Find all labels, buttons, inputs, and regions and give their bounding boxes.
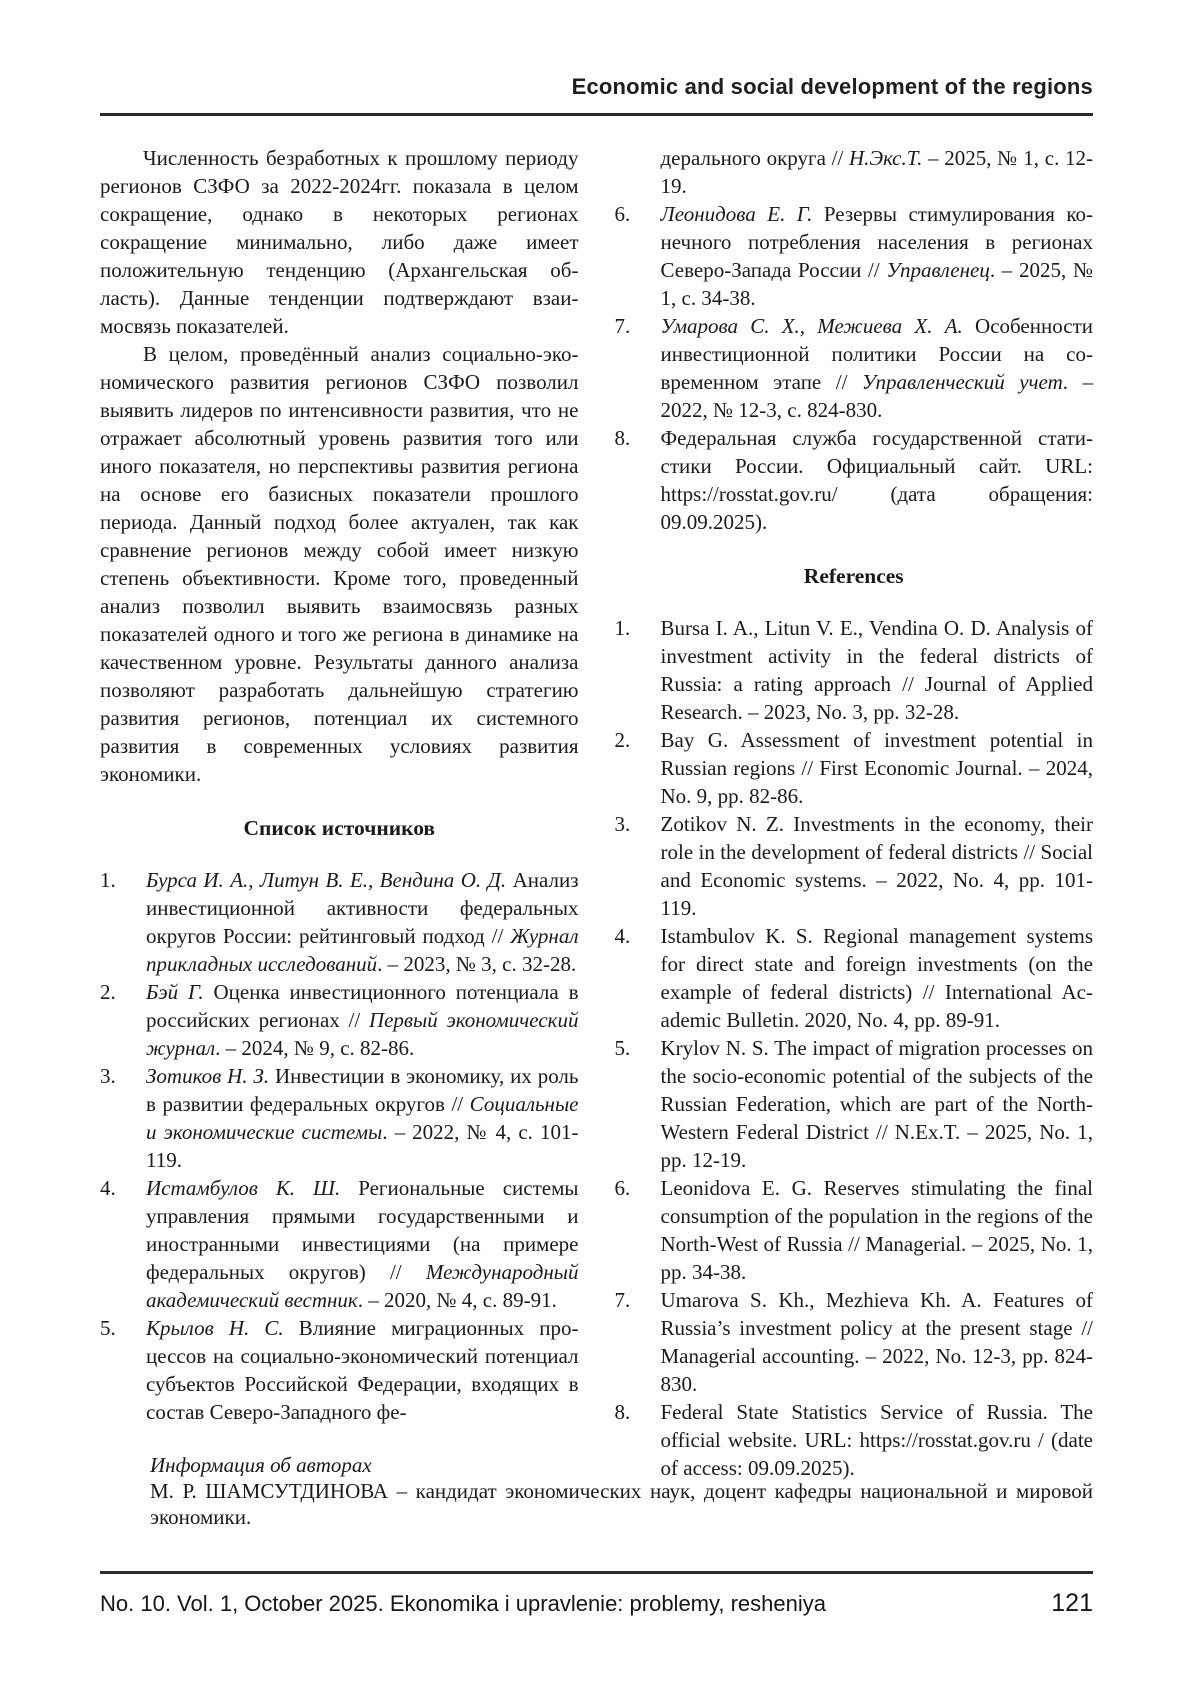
reference-text: [661, 810, 1094, 922]
reference-item: [615, 1174, 1094, 1286]
body-paragraph-2: В целом, проведённый анализ социально-экономического развития регионов СЗФО позволил выявить лидеров по интенсивности развития, что не отражает абсолютный уровень развития того или иного показателя, но перспективы развития региона на основе его базисных показатели прошлого периода. Данный подход более актуален, так как сравнение регионов между собой имеет низкую степень объективности. Кроме того, проведенный анализ позволил выявить взаимосвязь разных показателей одного и того же региона в динамике на качественном уровне. Результаты данного анализа позволяют разработать дальнейшую стратегию развития регионов, потенциал их системного развития в современных условиях развития экономики.: [100, 342, 579, 786]
text-run: Особенности инвестиционной политики России на современном этапе //: [660, 314, 1093, 394]
text-run: . – 2024, № 9, с. 82-86.: [215, 1036, 415, 1060]
page-footer: [100, 1571, 1093, 1618]
reference-number: 8.: [614, 426, 631, 450]
text-run: Резервы стимулирования конечного потребления населения в регионах Северо-Запада России //: [660, 202, 1093, 282]
reference-item: [615, 614, 1094, 726]
reference-number: 6.: [614, 1176, 631, 1200]
reference-text: [661, 614, 1094, 726]
authors-info-block: [150, 1452, 1093, 1530]
reference-text: [146, 1314, 579, 1426]
reference-item: [615, 810, 1094, 922]
reference-item: [615, 200, 1094, 312]
reference-item: [615, 922, 1094, 1034]
text-run: Leonidova E. G. Reserves stimulating the final consumption of the population in the regions of the North-West of Russia // Managerial. – 2025, No. 1, pp. 34-38.: [660, 1176, 1093, 1284]
italic-text-run: Управленческий учет: [861, 370, 1063, 394]
italic-text-run: Бэй Г.: [146, 980, 204, 1004]
italic-text-run: Крылов Н. С.: [146, 1316, 284, 1340]
journal-issue-line: No. 10. Vol. 1, October 2025. Ekonomika i upravlenie: problemy, resheniya: [100, 1591, 826, 1616]
text-run: дерального округа //: [660, 146, 849, 170]
reference-item: [100, 1062, 579, 1174]
reference-item: [615, 1034, 1094, 1174]
reference-item: [615, 1286, 1094, 1398]
text-run: . – 2025, № 1, с. 34-38.: [660, 258, 1093, 310]
reference-number: 4.: [614, 924, 631, 948]
text-run: Региональные системы управления прямыми государственными и иностранными инвестициями (на примере федеральных округов) //: [146, 1176, 579, 1284]
reference-number: 1.: [100, 868, 116, 892]
reference-number: 6.: [614, 202, 631, 226]
sources-ru-list: [100, 866, 579, 1426]
reference-number: 7.: [614, 1288, 631, 1312]
reference-number: 2.: [100, 980, 116, 1004]
reference-text: [146, 1174, 579, 1314]
reference-item: [100, 978, 579, 1062]
reference-text: [661, 1174, 1094, 1286]
italic-text-run: Бурса И. А., Литун В. Е., Вендина О. Д.: [146, 868, 507, 892]
text-run: Оценка инвестиционного потенциала в российских регионах //: [146, 980, 579, 1032]
references-en-list: [615, 614, 1094, 1482]
sources-ru-list-continued: [615, 200, 1094, 536]
text-run: . – 2020, № 4, с. 89-91.: [357, 1288, 557, 1312]
reference-number: 4.: [100, 1176, 116, 1200]
body-paragraph-1: Численность безработных к прошлому периоду регионов СЗФО за 2022-2024гг. показала в целом сокращение, однако в некоторых регионах сокращение минимально, либо даже имеет положительную тенденцию (Архангельская область). Данные тенденции подтверждают взаимосвязь показателей.: [100, 146, 579, 338]
left-column: [100, 144, 579, 1482]
italic-text-run: Социальные и экономические системы: [146, 1092, 579, 1144]
text-run: Zotikov N. Z. Investments in the economy, their role in the development of federal districts // Social and Economic systems. – 2022, No. 4, pp. 101-119.: [660, 812, 1093, 920]
italic-text-run: Н.Экс.Т.: [848, 146, 923, 170]
italic-text-run: Истамбулов К. Ш.: [146, 1176, 341, 1200]
text-run: . – 2022, № 12-3, с. 824-830.: [660, 370, 1093, 422]
reference-number: 7.: [614, 314, 631, 338]
text-run: Istambulov K. S. Regional management systems for direct state and foreign investments (on the example of federal districts) // International Academic Bulletin. 2020, No. 4, pp. 89-91.: [660, 924, 1093, 1032]
reference-item: [100, 1314, 579, 1426]
reference-text: [661, 726, 1094, 810]
page-header: [100, 74, 1093, 116]
italic-text-run: Управленец: [886, 258, 990, 282]
reference-number: 3.: [614, 812, 631, 836]
italic-text-run: Международный академический вестник: [146, 1260, 579, 1312]
reference-text: [661, 312, 1094, 424]
reference-text: [661, 922, 1094, 1034]
reference-5-continuation: [661, 144, 1094, 200]
text-run: Федеральная служба государственной статистики России. Официальный сайт. URL: https://rosstat.gov.ru/ (дата обращения: 09.09.2025).: [660, 426, 1093, 534]
text-run: . – 2023, № 3, с. 32-28.: [377, 952, 577, 976]
text-run: Влияние миграционных процессов на социально-экономический потенциал субъектов Российской Федерации, входящих в состав Северо-Западного фе-: [146, 1316, 579, 1424]
reference-item: [100, 1174, 579, 1314]
text-run: Bay G. Assessment of investment potential in Russian regions // First Economic Journal. – 2024, No. 9, pp. 82-86.: [660, 728, 1093, 808]
running-head-title: Economic and social development of the regions: [571, 74, 1093, 99]
text-run: Инвестиции в экономику, их роль в развитии федеральных округов //: [146, 1064, 579, 1116]
sources-ru-heading: Список источников: [243, 816, 436, 840]
reference-number: 1.: [614, 616, 631, 640]
text-run: Krylov N. S. The impact of migration processes on the socio-economic potential of the subjects of the Russian Federation, which are part of the North-Western Federal District // N.Ex.T. – 2025, No. 1, pp. 12-19.: [660, 1036, 1093, 1172]
two-column-body: [100, 144, 1093, 1482]
italic-text-run: Журнал прикладных исследований: [146, 924, 579, 976]
reference-text: [661, 200, 1094, 312]
text-run: – 2025, № 1, с. 12-19.: [660, 146, 1093, 198]
reference-text: [146, 866, 579, 978]
reference-number: 2.: [614, 728, 631, 752]
authors-info-text: М. Р. ШАМСУТДИНОВА – кандидат экономических наук, доцент кафедры национальной и мировой экономики.: [150, 1479, 1093, 1529]
reference-text: [661, 1034, 1094, 1174]
italic-text-run: Леонидова Е. Г.: [660, 202, 813, 226]
authors-info-heading: Информация об авторах: [150, 1453, 372, 1477]
reference-item: [100, 866, 579, 978]
reference-text: [146, 1062, 579, 1174]
reference-text: [661, 1286, 1094, 1398]
reference-number: 5.: [100, 1316, 116, 1340]
italic-text-run: Первый экономический журнал: [146, 1008, 579, 1060]
text-run: . – 2022, № 4, с. 101-119.: [146, 1120, 579, 1172]
reference-text: [146, 978, 579, 1062]
references-en-heading: References: [803, 564, 904, 588]
text-run: Анализ инвестиционной активности федеральных округов России: рейтинговый подход //: [146, 868, 579, 948]
reference-number: 5.: [614, 1036, 631, 1060]
text-run: Federal State Statistics Service of Russia. The official website. URL: https://rosstat.gov.ru / (date of access: 09.09.2025).: [660, 1400, 1093, 1480]
reference-item: [615, 424, 1094, 536]
page-number: 121: [1051, 1589, 1093, 1617]
reference-item: [615, 312, 1094, 424]
reference-number: 3.: [100, 1064, 116, 1088]
reference-item: [615, 726, 1094, 810]
text-run: Bursa I. A., Litun V. E., Vendina O. D. Analysis of investment activity in the federal districts of Russia: a rating approach // Journal of Applied Research. – 2023, No. 3, pp. 32-28.: [660, 616, 1093, 724]
italic-text-run: Зотиков Н. З.: [146, 1064, 270, 1088]
text-run: Umarova S. Kh., Mezhieva Kh. A. Features of Russia’s investment policy at the present stage // Managerial accounting. – 2022, No. 12-3, pp. 824-830.: [660, 1288, 1093, 1396]
reference-number: 8.: [614, 1400, 631, 1424]
italic-text-run: Умарова С. Х., Межиева Х. А.: [660, 314, 963, 338]
reference-text: [661, 424, 1094, 536]
right-column: [615, 144, 1094, 1482]
